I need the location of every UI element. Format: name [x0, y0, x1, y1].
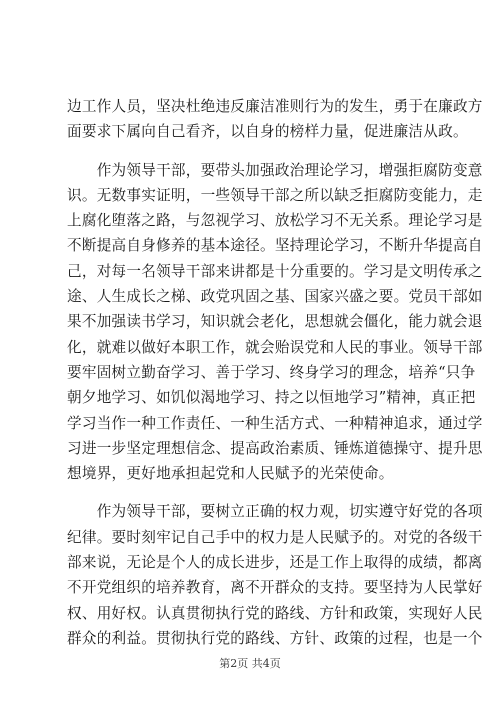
text-line: 想境界，更好地承担起党和人民赋予的光荣使命。	[67, 465, 394, 483]
document-body	[67, 94, 483, 651]
text-line: 化，就难以做好本职工作，就会贻误党和人民的事业。领导干部	[67, 338, 483, 356]
text-line: 不断提高自身修养的基本途径。坚持理论学习，不断升华提高自	[67, 237, 483, 255]
text-line: 要牢固树立勤奋学习、善于学习、终身学习的理念，培养“只争	[67, 363, 476, 381]
text-line: 边工作人员，坚决杜绝违反廉洁准则行为的发生，勇于在廉政方	[67, 98, 483, 115]
page-number: 第2页 共4页	[219, 657, 281, 670]
text-line: 果不加强读书学习，知识就会老化，思想就会僵化，能力就会退	[67, 313, 483, 331]
text-line: 部来说，无论是个人的成长进步，还是工作上取得的成绩，都离	[67, 554, 483, 572]
text-line: 识。无数事实证明，一些领导干部之所以缺乏拒腐防变能力，走	[67, 186, 483, 204]
text-line: 权、用好权。认真贯彻执行党的路线、方针和政策，实现好人民	[67, 604, 483, 622]
text-line: 作为领导干部，要带头加强政治理论学习，增强拒腐防变意	[67, 161, 483, 179]
text-line: 纪律。要时刻牢记自己手中的权力是人民赋予的。对党的各级干	[67, 528, 483, 546]
text-line: 学习当作一种工作责任、一种生活方式、一种精神追求，通过学	[67, 414, 483, 432]
text-line: 上腐化堕落之路，与忽视学习、放松学习不无关系。理论学习是	[67, 212, 483, 230]
paragraph-3	[67, 499, 483, 651]
paragraph-1	[67, 94, 483, 145]
text-line: 面要求下属向自己看齐，以自身的榜样力量，促进廉洁从政。	[67, 123, 468, 141]
paragraph-spacer	[67, 486, 435, 499]
paragraph-spacer	[67, 145, 435, 158]
text-line: 习进一步坚定理想信念、提高政治素质、锤炼道德操守、提升思	[67, 439, 483, 457]
text-line: 途、人生成长之梯、政党巩固之基、国家兴盛之要。党员干部如	[67, 288, 483, 306]
text-line: 己，对每一名领导干部来讲都是十分重要的。学习是文明传承之	[67, 262, 483, 280]
text-line: 朝夕地学习、如饥似渴地学习、持之以恒地学习”精神，真正把	[67, 389, 476, 407]
text-line: 作为领导干部，要树立正确的权力观，切实遵守好党的各项	[67, 503, 483, 521]
text-line: 不开党组织的培养教育，离不开群众的支持。要坚持为人民掌好	[67, 579, 483, 597]
text-line: 群众的利益。贯彻执行党的路线、方针、政策的过程，也是一个	[67, 629, 483, 647]
paragraph-2	[67, 158, 483, 487]
